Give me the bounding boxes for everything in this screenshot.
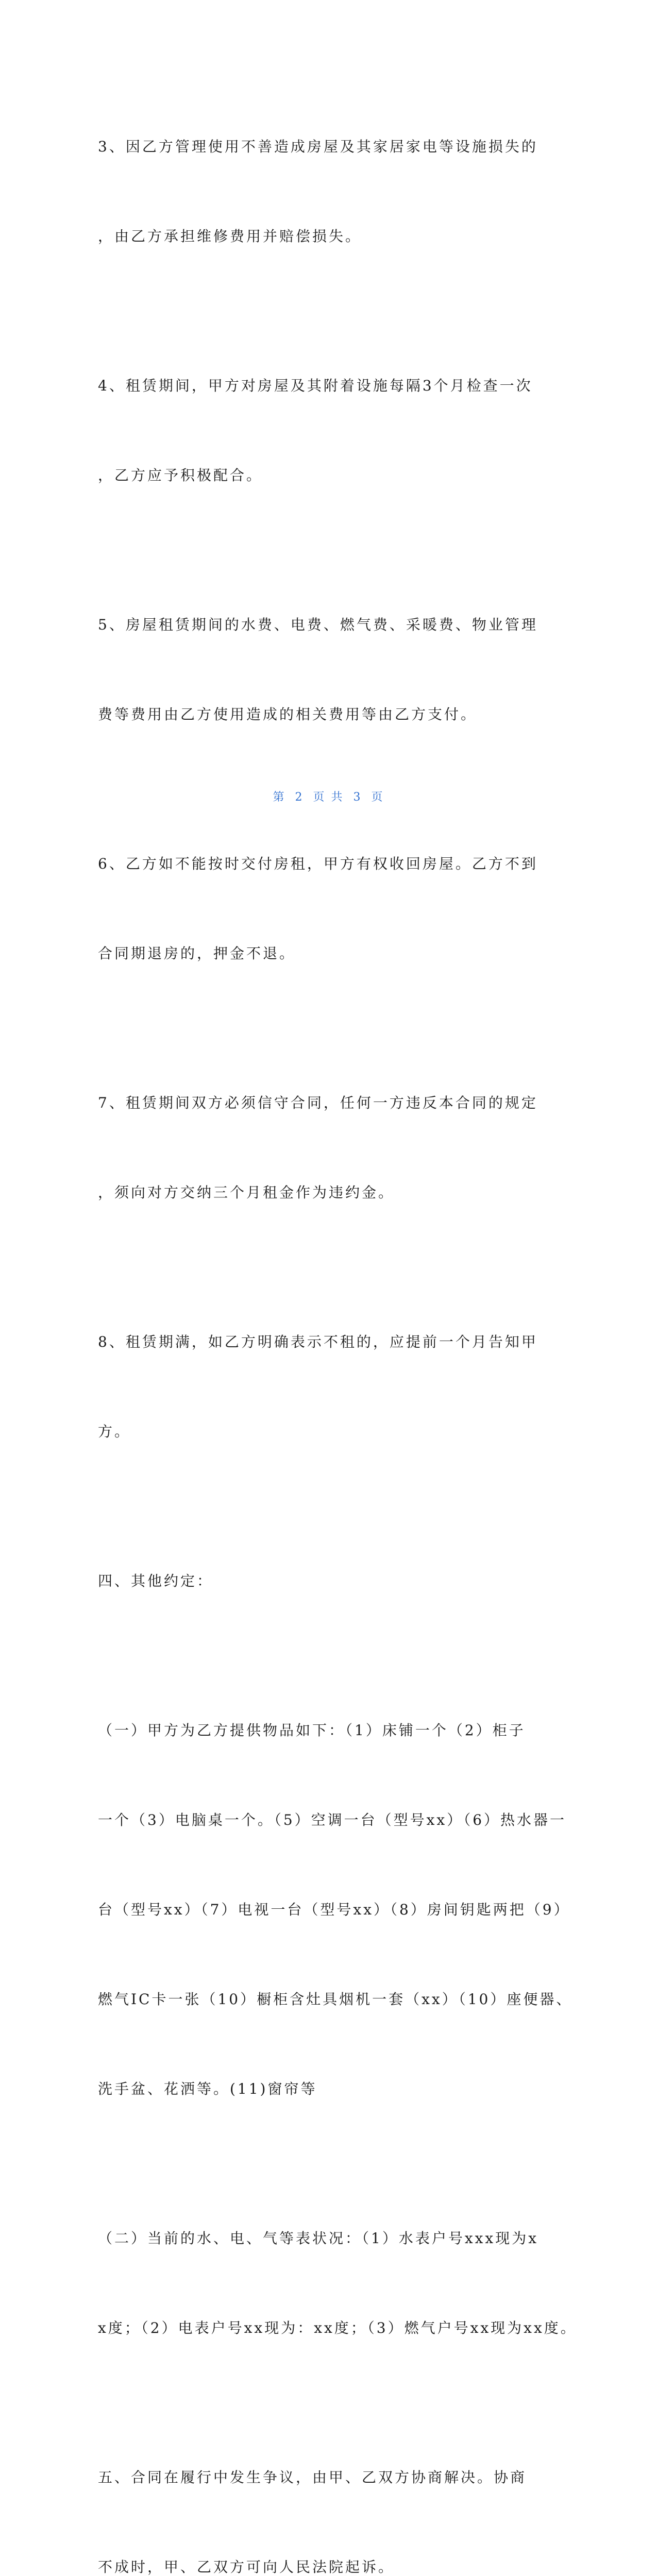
text-line: 洗手盆、花洒等。(11)窗帘等 bbox=[98, 2080, 317, 2097]
text-line: 费等费用由乙方使用造成的相关费用等由乙方支付。 bbox=[98, 706, 478, 723]
text-line: 一个（3）电脑桌一个。（5）空调一台（型号xx）（6）热水器一 bbox=[98, 1811, 567, 1828]
text-line: 合同期退房的，押金不退。 bbox=[98, 945, 296, 962]
text-line: 方。 bbox=[98, 1423, 131, 1440]
text-line: （二）当前的水、电、气等表状况：（1）水表户号xxx现为x bbox=[98, 2230, 538, 2247]
text-line: x度；（2）电表户号xx现为：xx度；（3）燃气户号xx现为xx度。 bbox=[98, 2319, 577, 2336]
paragraph-clause-6 bbox=[98, 789, 554, 1028]
paragraph-clause-8 bbox=[98, 1267, 554, 1506]
text-line: 8、租赁期满，如乙方明确表示不租的，应提前一个月告知甲 bbox=[98, 1333, 538, 1350]
paragraph-dispute-resolution bbox=[98, 2403, 554, 2576]
footer-mid: 页 共 bbox=[313, 791, 344, 804]
text-line: 4、租赁期间，甲方对房屋及其附着设施每隔3个月检查一次 bbox=[98, 377, 533, 394]
text-line: 四、其他约定： bbox=[98, 1572, 214, 1589]
text-line: 燃气IC卡一张（10）橱柜含灶具烟机一套（xx）（10）座便器、 bbox=[98, 1991, 573, 2008]
text-line: ，由乙方承担维修费用并赔偿损失。 bbox=[98, 228, 362, 245]
text-line: 7、租赁期间双方必须信守合同，任何一方违反本合同的规定 bbox=[98, 1094, 538, 1111]
paragraph-clause-4 bbox=[98, 311, 554, 550]
paragraph-clause-7 bbox=[98, 1028, 554, 1267]
page-number-footer bbox=[0, 788, 657, 804]
text-line: 6、乙方如不能按时交付房租，甲方有权收回房屋。乙方不到 bbox=[98, 855, 538, 872]
paragraph-clause-5 bbox=[98, 550, 554, 789]
text-line: 台（型号xx）（7）电视一台（型号xx）（8）房间钥匙两把（9） bbox=[98, 1901, 570, 1918]
paragraph-items-provided bbox=[98, 1656, 573, 2164]
footer-prefix: 第 bbox=[273, 791, 286, 804]
text-line: 不成时，甲、乙双方可向人民法院起诉。 bbox=[98, 2558, 395, 2575]
total-pages-number: 3 bbox=[353, 791, 362, 804]
paragraph-meter-status bbox=[98, 2164, 577, 2403]
text-line: 5、房屋租赁期间的水费、电费、燃气费、采暖费、物业管理 bbox=[98, 616, 538, 633]
paragraph-clause-3 bbox=[98, 72, 554, 311]
text-line: 3、因乙方管理使用不善造成房屋及其家居家电等设施损失的 bbox=[98, 138, 538, 155]
text-line: （一）甲方为乙方提供物品如下：（1）床铺一个（2）柜子 bbox=[98, 1722, 526, 1739]
text-line: 五、合同在履行中发生争议，由甲、乙双方协商解决。协商 bbox=[98, 2469, 527, 2486]
section-heading-other-terms bbox=[98, 1506, 554, 1656]
text-line: ，须向对方交纳三个月租金作为违约金。 bbox=[98, 1184, 395, 1201]
document-body bbox=[98, 72, 577, 2576]
footer-suffix: 页 bbox=[371, 791, 384, 804]
current-page-number: 2 bbox=[295, 791, 304, 804]
text-line: ，乙方应予积极配合。 bbox=[98, 467, 263, 484]
